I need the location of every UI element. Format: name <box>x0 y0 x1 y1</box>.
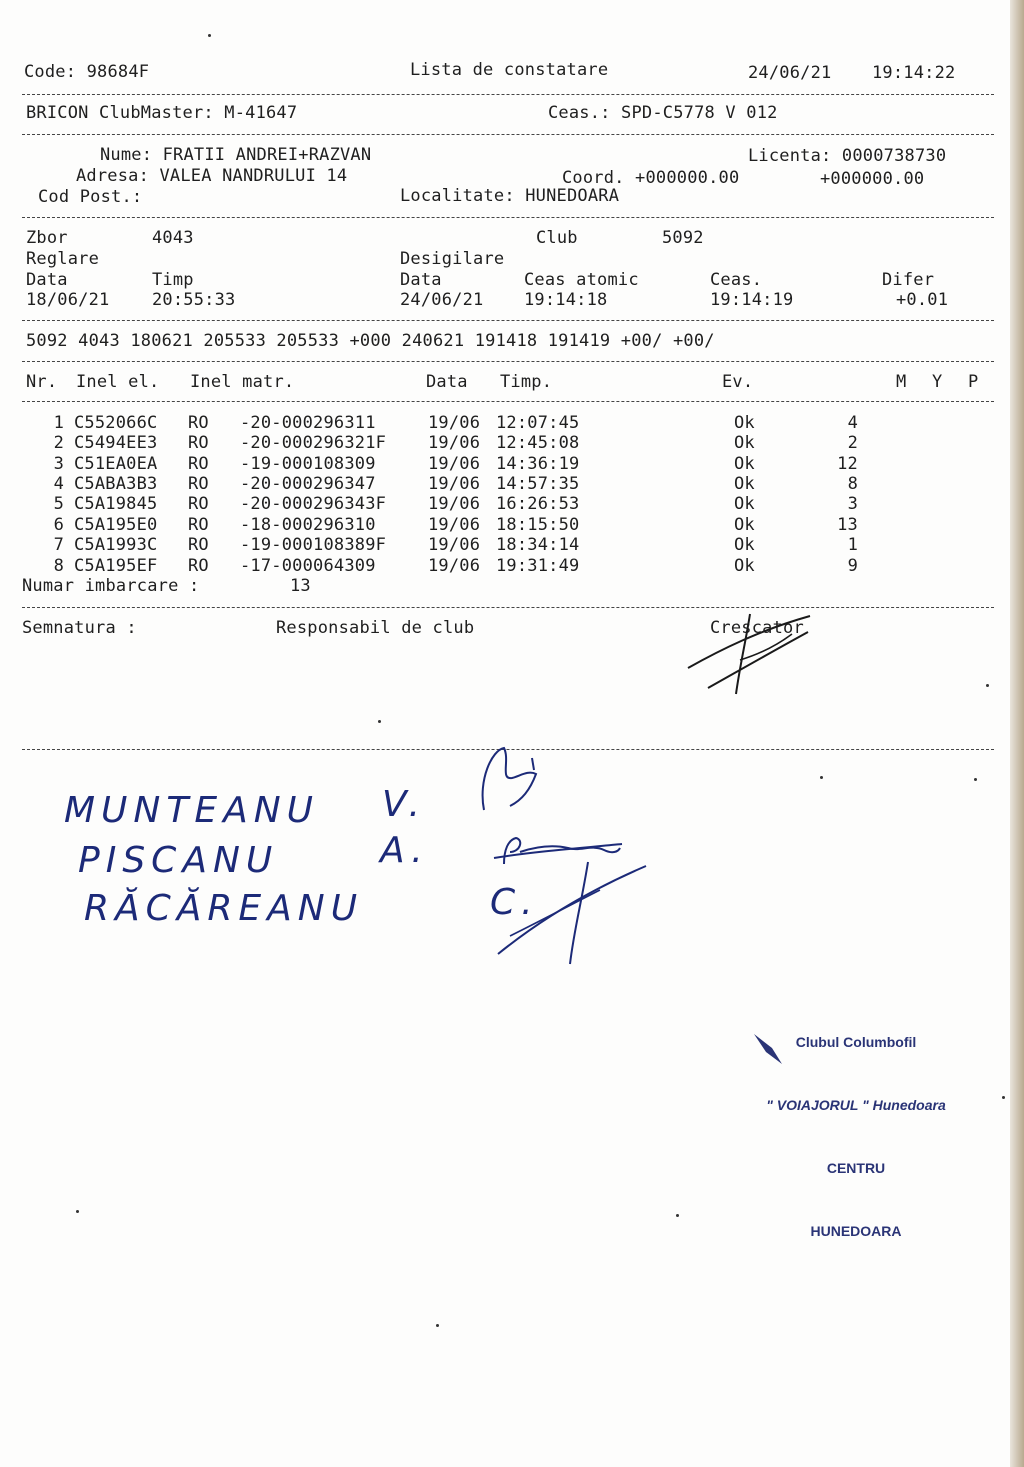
reglare-data-label: Data <box>26 270 68 290</box>
row-value: 3 <box>847 494 858 514</box>
handwritten-initial-2: A. <box>380 830 429 871</box>
license-number: Licenta: 0000738730 <box>748 146 947 166</box>
handwritten-initial-3: C. <box>490 882 539 923</box>
reglare-timp-label: Timp <box>152 270 194 290</box>
divider <box>22 607 994 608</box>
row-inel-matr: -20-000296311 <box>240 413 376 433</box>
boarding-label: Numar imbarcare : <box>22 576 200 596</box>
breeder-label: Crescator <box>710 618 804 638</box>
paper-speck <box>436 1324 439 1327</box>
row-timp: 12:45:08 <box>496 433 580 453</box>
paper-speck <box>820 776 823 779</box>
zbor-value: 4043 <box>152 228 194 248</box>
clubmaster-id: BRICON ClubMaster: M-41647 <box>26 103 298 123</box>
row-ev: Ok <box>734 413 755 433</box>
col-p: P <box>968 372 979 392</box>
col-timp: Timp. <box>500 372 553 392</box>
ceas-label: Ceas. <box>710 270 763 290</box>
row-timp: 14:36:19 <box>496 454 580 474</box>
col-inel-el: Inel el. <box>76 372 160 392</box>
paper-speck <box>76 1210 79 1213</box>
table-row <box>20 454 900 474</box>
paper-speck <box>1002 1096 1005 1099</box>
desigilare-data-label: Data <box>400 270 442 290</box>
row-ev: Ok <box>734 454 755 474</box>
table-row <box>20 515 900 535</box>
row-inel-matr: -20-000296347 <box>240 474 376 494</box>
col-inel-matr: Inel matr. <box>190 372 295 392</box>
row-data: 19/06 <box>428 413 481 433</box>
handwritten-name-2: PISCANU <box>78 840 279 881</box>
row-timp: 18:15:50 <box>496 515 580 535</box>
divider <box>22 320 994 321</box>
row-country: RO <box>188 433 209 453</box>
row-data: 19/06 <box>428 535 481 555</box>
handwritten-name-3: RĂCĂREANU <box>84 888 364 929</box>
signature-label: Semnatura : <box>22 618 137 638</box>
row-country: RO <box>188 474 209 494</box>
col-y: Y <box>932 372 943 392</box>
print-date: 24/06/21 <box>748 63 832 83</box>
row-inel-matr: -19-000108309 <box>240 454 376 474</box>
row-ev: Ok <box>734 433 755 453</box>
row-value: 13 <box>837 515 858 535</box>
row-timp: 16:26:53 <box>496 494 580 514</box>
divider <box>22 361 994 362</box>
postcode-label: Cod Post.: <box>38 187 143 207</box>
table-row <box>20 556 900 576</box>
row-country: RO <box>188 454 209 474</box>
row-timp: 14:57:35 <box>496 474 580 494</box>
paper-speck <box>974 778 977 781</box>
stamp-line-3: CENTRU <box>826 1160 886 1176</box>
row-data: 19/06 <box>428 474 481 494</box>
document-title: Lista de constatare <box>410 60 609 80</box>
zbor-label: Zbor <box>26 228 68 248</box>
handwritten-name-1: MUNTEANU <box>64 790 319 831</box>
coord-label: Coord. +000000.00 <box>562 168 740 188</box>
row-value: 1 <box>847 535 858 555</box>
row-data: 19/06 <box>428 454 481 474</box>
row-data: 19/06 <box>428 515 481 535</box>
row-nr: 1 <box>53 413 64 433</box>
row-inel-el: C5ABA3B3 <box>74 474 158 494</box>
row-inel-el: C552066C <box>74 413 158 433</box>
reglare-label: Reglare <box>26 249 100 269</box>
club-responsible-label: Responsabil de club <box>276 618 475 638</box>
divider <box>22 94 994 95</box>
divider <box>22 401 994 402</box>
row-nr: 4 <box>53 474 64 494</box>
row-inel-matr: -17-000064309 <box>240 556 376 576</box>
coord-value: +000000.00 <box>820 169 925 189</box>
table-row <box>20 535 900 555</box>
desigilare-label: Desigilare <box>400 249 505 269</box>
print-time: 19:14:22 <box>872 63 956 83</box>
row-nr: 5 <box>53 494 64 514</box>
row-inel-el: C5A19845 <box>74 494 158 514</box>
row-nr: 3 <box>53 454 64 474</box>
row-value: 2 <box>847 433 858 453</box>
ceas-value: 19:14:19 <box>710 290 794 310</box>
divider <box>22 217 994 218</box>
row-nr: 2 <box>53 433 64 453</box>
row-data: 19/06 <box>428 556 481 576</box>
row-ev: Ok <box>734 474 755 494</box>
row-inel-el: C5A195E0 <box>74 515 158 535</box>
col-nr: Nr. <box>26 372 58 392</box>
ceas-atomic-value: 19:14:18 <box>524 290 608 310</box>
row-inel-matr: -19-000108389F <box>240 535 387 555</box>
paper-speck <box>378 720 381 723</box>
paper-speck <box>676 1214 679 1217</box>
table-row <box>20 474 900 494</box>
difer-value: +0.01 <box>896 290 949 310</box>
paper-speck <box>208 34 211 37</box>
row-inel-matr: -18-000296310 <box>240 515 376 535</box>
page-edge <box>1010 0 1024 1467</box>
row-timp: 12:07:45 <box>496 413 580 433</box>
handwritten-signatures <box>470 740 670 970</box>
row-ev: Ok <box>734 515 755 535</box>
row-country: RO <box>188 556 209 576</box>
row-timp: 18:34:14 <box>496 535 580 555</box>
row-ev: Ok <box>734 556 755 576</box>
row-country: RO <box>188 413 209 433</box>
row-value: 12 <box>837 454 858 474</box>
paper-speck <box>986 684 989 687</box>
row-value: 8 <box>847 474 858 494</box>
row-inel-matr: -20-000296321F <box>240 433 387 453</box>
table-row <box>20 494 900 514</box>
table-row <box>20 433 900 453</box>
row-nr: 6 <box>53 515 64 535</box>
row-value: 4 <box>847 413 858 433</box>
divider <box>22 134 994 135</box>
stamp-line-2: " VOIAJORUL " Hunedoara <box>766 1097 946 1113</box>
clock-id: Ceas.: SPD-C5778 V 012 <box>548 103 778 123</box>
row-ev: Ok <box>734 494 755 514</box>
row-country: RO <box>188 494 209 514</box>
row-inel-el: C5A1993C <box>74 535 158 555</box>
desigilare-data: 24/06/21 <box>400 290 484 310</box>
row-country: RO <box>188 535 209 555</box>
owner-name: Nume: FRATII ANDREI+RAZVAN <box>100 145 372 165</box>
club-value: 5092 <box>662 228 704 248</box>
owner-address: Adresa: VALEA NANDRULUI 14 <box>76 166 348 186</box>
col-m: M <box>896 372 907 392</box>
encoded-line: 5092 4043 180621 205533 205533 +000 240621 191418 191419 +00/ +00/ <box>26 331 715 351</box>
difer-label: Difer <box>882 270 935 290</box>
row-timp: 19:31:49 <box>496 556 580 576</box>
stamp-line-1: Clubul Columbofil <box>795 1034 917 1050</box>
row-inel-el: C5494EE3 <box>74 433 158 453</box>
reglare-timp: 20:55:33 <box>152 290 236 310</box>
table-row <box>20 413 900 433</box>
row-value: 9 <box>847 556 858 576</box>
row-nr: 7 <box>53 535 64 555</box>
stamp-bird-icon <box>752 1030 786 1066</box>
row-nr: 8 <box>53 556 64 576</box>
club-stamp <box>756 990 956 1284</box>
code-label: Code: 98684F <box>24 62 150 82</box>
stamp-line-4: HUNEDOARA <box>810 1223 902 1239</box>
handwritten-initial-1: V. <box>382 784 426 825</box>
row-ev: Ok <box>734 535 755 555</box>
col-ev: Ev. <box>722 372 754 392</box>
boarding-count: 13 <box>290 576 311 596</box>
club-label: Club <box>536 228 578 248</box>
col-data: Data <box>426 372 468 392</box>
row-data: 19/06 <box>428 433 481 453</box>
row-inel-el: C51EA0EA <box>74 454 158 474</box>
row-inel-matr: -20-000296343F <box>240 494 387 514</box>
ceas-atomic-label: Ceas atomic <box>524 270 639 290</box>
row-data: 19/06 <box>428 494 481 514</box>
row-country: RO <box>188 515 209 535</box>
reglare-data: 18/06/21 <box>26 290 110 310</box>
row-inel-el: C5A195EF <box>74 556 158 576</box>
breeder-signature <box>680 610 830 700</box>
locality: Localitate: HUNEDOARA <box>400 186 620 206</box>
